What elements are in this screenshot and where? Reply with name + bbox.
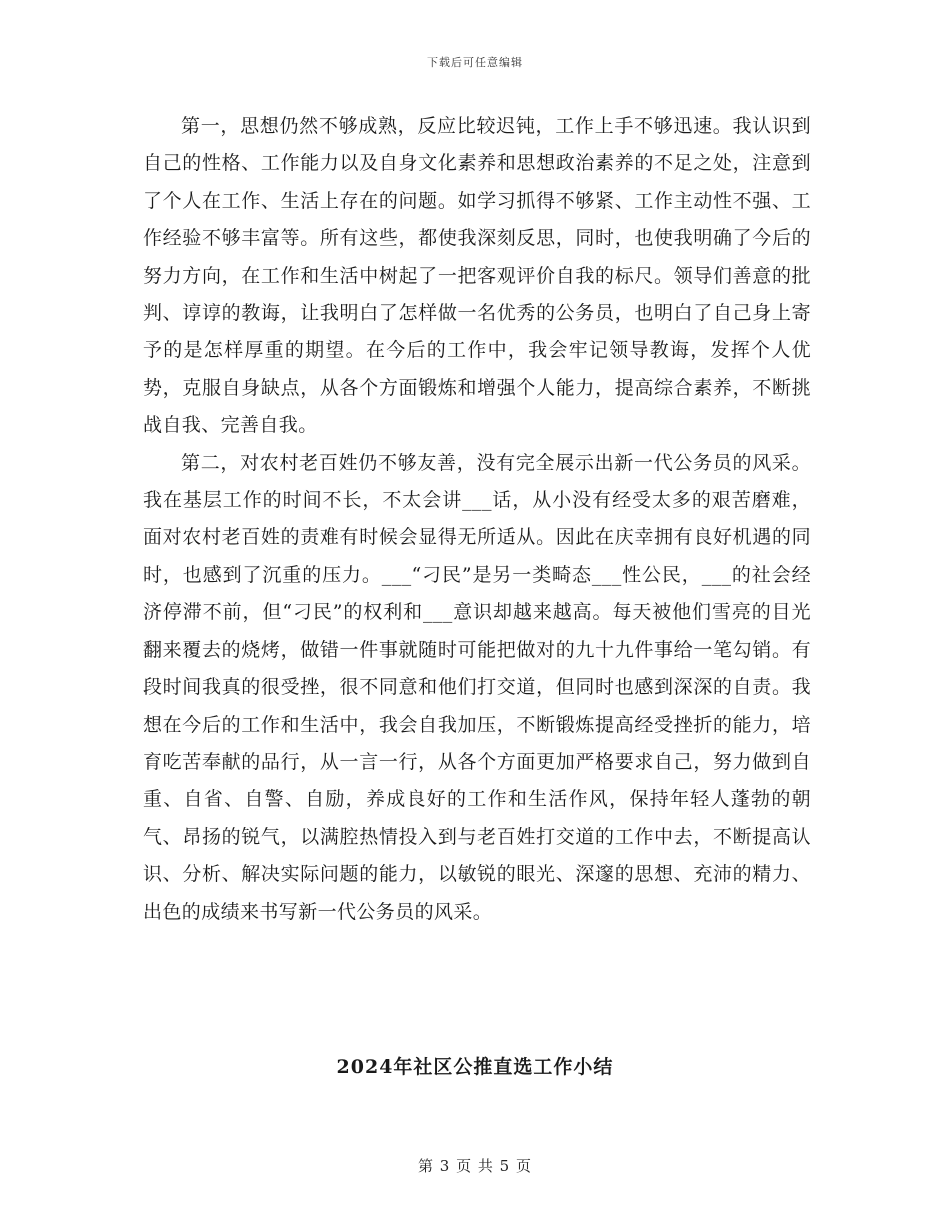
section-title: 2024年社区公推直选工作小结 <box>336 1056 614 1078</box>
page-header-note: 下载后可任意编辑 <box>427 56 523 69</box>
paragraph-second: 第二，对农村老百姓仍不够友善，没有完全展示出新一代公务员的风采。我在基层工作的时间不长，不太会讲___话，从小没有经受太多的艰苦磨难，面对农村老百姓的责难有时候会显得无所适从。因此在庆幸拥有良好机遇的同时，也感到了沉重的压力。___“刁民”是另一类畸态___性公民，___的社会经济停滞不前，但“刁民”的权利和___意识却越来越高。每天被他们雪亮的目光翻来覆去的烧烤，做错一件事就随时可能把做对的九十九件事给一笔勾销。有段时间我真的很受挫，很不同意和他们打交道，但同时也感到深深的自责。我想在今后的工作和生活中，我会自我加压，不断锻炼提高经受挫折的能力，培育吃苦奉献的品行，从一言一行，从各个方面更加严格要求自己，努力做到自重、自省、自警、自励，养成良好的工作和生活作风，保持年轻人蓬勃的朝气、昂扬的锐气，以满腔热情投入到与老百姓打交道的工作中去，不断提高认识、分析、解决实际问题的能力，以敏锐的眼光、深邃的思想、充沛的精力、出色的成绩来书写新一代公务员的风采。 <box>143 451 811 923</box>
paragraph-first: 第一，思想仍然不够成熟，反应比较迟钝，工作上手不够迅速。我认识到自己的性格、工作能力以及自身文化素养和思想政治素养的不足之处，注意到了个人在工作、生活上存在的问题。如学习抓得不够紧、工作主动性不强、工作经验不够丰富等。所有这些，都使我深刻反思，同时，也使我明确了今后的努力方向，在工作和生活中树起了一把客观评价自我的标尺。领导们善意的批判、谆谆的教诲，让我明白了怎样做一名优秀的公务员，也明白了自己身上寄予的是怎样厚重的期望。在今后的工作中，我会牢记领导教诲，发挥个人优势，克服自身缺点，从各个方面锻炼和增强个人能力，提高综合素养，不断挑战自我、完善自我。 <box>143 115 811 437</box>
document-body <box>143 108 811 931</box>
page-number: 第 3 页 共 5 页 <box>418 1157 532 1175</box>
